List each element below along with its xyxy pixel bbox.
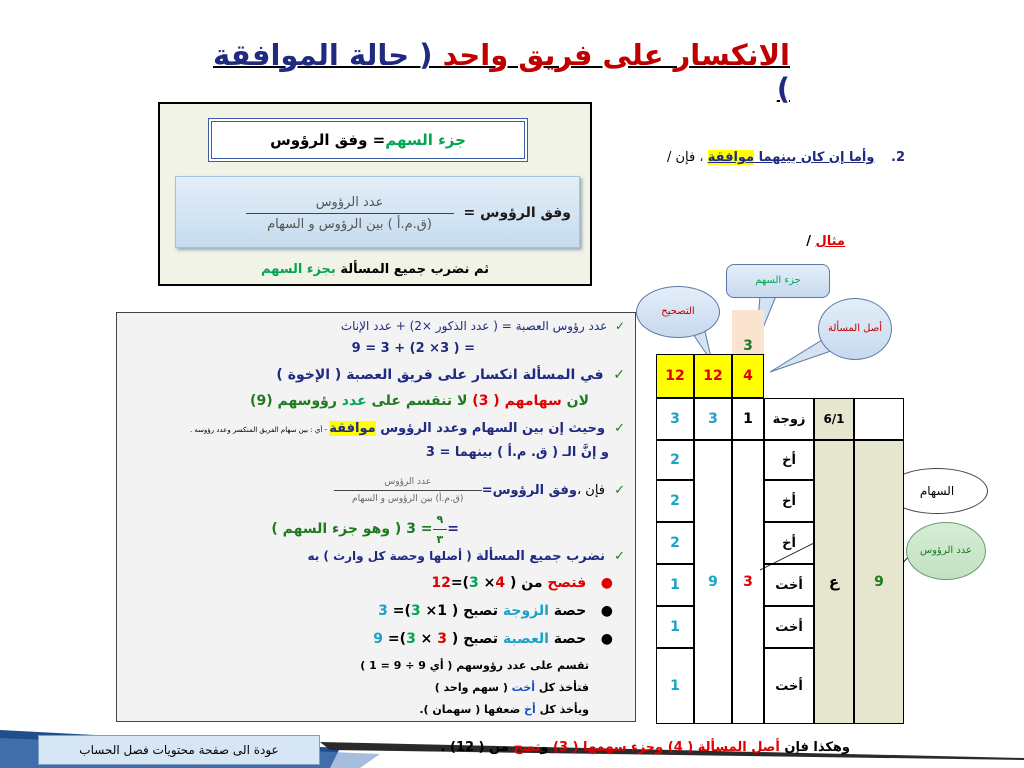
- cell-correction-1: 12: [656, 354, 694, 398]
- cell-wife-fraction: 6/1: [814, 398, 854, 440]
- cell-sister-1-share: 1: [656, 564, 694, 606]
- step-asaba: [115, 631, 635, 647]
- step-reason: [115, 393, 635, 409]
- back-to-contents-link[interactable]: عودة الى صفحة محتويات فصل الحساب: [38, 735, 320, 765]
- step-multiply-b: ( أصلها وحصة كل وارث ) به: [307, 549, 476, 563]
- step-agreement-a: وحيث إن بين السهام وعدد الرؤوس: [375, 421, 606, 436]
- cell-correction-2: 12: [694, 354, 732, 398]
- formula-heads-agreement: = وفق الرؤوس: [270, 131, 386, 149]
- step-wife-b: الزوجة: [502, 603, 549, 619]
- example-word: مثال: [815, 234, 845, 249]
- summary-f: تصح: [513, 740, 541, 755]
- check-icon: ✓: [613, 367, 625, 383]
- explanation-box: [116, 312, 636, 722]
- cell-share-part: 3: [732, 310, 764, 354]
- step-agreement-c: - أي : بين سهام الفريق المنكسر وعدد رؤوسه .: [189, 426, 330, 434]
- step-heads-formula-a: فإن ،: [576, 482, 606, 498]
- example-slash: /: [806, 234, 816, 249]
- cell-heir-sister-2: أخت: [764, 606, 814, 648]
- cell-brother-2-share: 2: [656, 480, 694, 522]
- cell-origin: 4: [732, 354, 764, 398]
- step-brother-c: ضعفها ( سهمان ).: [419, 703, 525, 716]
- step-asaba-b: العصبة: [502, 631, 549, 647]
- cell-heir-brother-1: أخ: [764, 440, 814, 480]
- check-icon: ✓: [614, 421, 625, 436]
- intro-comma: ،: [699, 150, 708, 165]
- step-breaking: [115, 367, 635, 383]
- cell-heir-brother-3: أخ: [764, 522, 814, 564]
- cell-brother-1-share: 2: [656, 440, 694, 480]
- step-heads-fraction: [334, 477, 482, 504]
- step-correction-e: 3: [468, 575, 479, 591]
- intro-agreement: موافقة: [707, 150, 755, 165]
- step-asaba-g: )=: [383, 631, 407, 647]
- rule-note-text: ثم نضرب جميع المسألة: [335, 262, 490, 277]
- check-icon: ✓: [614, 319, 625, 333]
- step-asaba-f: 3: [406, 631, 416, 647]
- cell-sister-3-share: 1: [656, 648, 694, 724]
- cell-sister-2-share: 1: [656, 606, 694, 648]
- step-share-fraction: [433, 513, 448, 546]
- step-reason-f: رؤوسهم (9): [250, 393, 342, 409]
- step-correction-f: )=: [450, 575, 469, 591]
- summary-c: ( 4): [663, 740, 698, 755]
- summary-d: وجزء سهمها ( 3): [548, 740, 664, 755]
- callout-heads: عدد الرؤوس: [906, 522, 986, 580]
- step-breaking-text: في المسألة انكسار على فريق العصبة ( الإخوة ): [276, 367, 604, 383]
- step-sister-a: فتأخذ كل: [535, 681, 589, 694]
- heads-formula-lhs: وفق الرؤوس =: [463, 205, 571, 221]
- step-wife-c: تصبح ( 1×: [420, 603, 503, 619]
- step-sister-b: أخت: [511, 681, 536, 694]
- step-asaba-e: ×: [415, 631, 438, 647]
- step-correction: [115, 575, 635, 591]
- step-share-fraction-num: ٩: [433, 513, 448, 530]
- check-icon: ✓: [614, 549, 625, 564]
- step-divide: [115, 659, 635, 672]
- step-wife: [115, 603, 635, 619]
- step-share-part-a: =: [447, 521, 459, 537]
- cell-brother-3-share: 2: [656, 522, 694, 564]
- step-reason-c: ( 3): [467, 393, 505, 409]
- step-wife-e: )=: [387, 603, 411, 619]
- step-brother-a: ويأخذ كل: [535, 703, 589, 716]
- pointer-shares: [760, 500, 900, 570]
- callout-share-part: جزء السهم: [726, 264, 830, 298]
- cell-wife-heir: زوجة: [764, 398, 814, 440]
- bullet-icon: ●: [600, 575, 613, 591]
- step-share-part: [115, 511, 635, 547]
- step-agreement: [115, 421, 635, 436]
- step-brother: [115, 703, 635, 716]
- title-main: الانكسار على فريق واحد: [442, 38, 790, 72]
- step-correction-c: 4: [495, 575, 506, 591]
- pointer-heads: [880, 555, 910, 588]
- callout-correction: التصحيح: [636, 286, 720, 338]
- step-asaba-c: تصبح (: [447, 631, 503, 647]
- step-reason-e: عدد: [341, 393, 367, 409]
- title-sub: ( حالة الموافقة ): [213, 38, 790, 106]
- summary-g: من ( 12) .: [440, 740, 514, 755]
- step-share-part-b: = 3 ( وهو جزء السهم ): [271, 521, 433, 537]
- cell-heir-brother-2: أخ: [764, 480, 814, 522]
- step-reason-b: سهامهم: [504, 393, 562, 409]
- step-correction-d: ×: [478, 575, 496, 591]
- step-heads-formula: [115, 467, 635, 513]
- callout-origin: أصل المسألة: [818, 298, 892, 360]
- cell-asaba-share: 3: [732, 440, 764, 724]
- summary-e: و: [540, 740, 549, 755]
- step-divide-text: تقسم على عدد رؤوسهم ( أي 9 ÷ 9 = 1 ): [360, 659, 589, 672]
- step-wife-d: 3: [410, 603, 421, 619]
- step-multiply-a: نضرب جميع المسألة: [475, 549, 606, 564]
- step-heads-fraction-den: (ق.م.أ) بين الرؤوس و السهام: [352, 493, 464, 504]
- bullet-icon: ●: [600, 603, 613, 619]
- intro-text: وأما إن كان بينهما: [754, 150, 875, 165]
- step-asaba-h: 9: [373, 631, 384, 647]
- step-multiply: [115, 549, 635, 564]
- cell-heir-sister-3: أخت: [764, 648, 814, 724]
- cell-wife-corrected: 3: [656, 398, 694, 440]
- heads-fraction-numerator: عدد الرؤوس: [246, 195, 454, 214]
- step-heads-count-text: عدد رؤوس العصبة = ( عدد الذكور ×2) + عدد الإناث: [340, 319, 608, 333]
- rule-note-share: بجزء السهم: [260, 262, 336, 277]
- summary-b: أصل المسألة: [697, 740, 780, 755]
- callout-shares: السهام: [886, 468, 988, 514]
- step-share-fraction-den: ٣: [436, 532, 444, 546]
- pointer-share-part: [756, 296, 776, 345]
- step-wife-a: حصة: [548, 603, 587, 619]
- formula-share-part: جزء السهم: [385, 131, 466, 149]
- step-heads-formula-c: =: [481, 482, 493, 498]
- step-heads-count: [115, 319, 635, 333]
- cell-heads-count: 9: [854, 440, 904, 724]
- step-correction-g: 12: [431, 575, 451, 591]
- step-correction-a: فتصح: [547, 575, 587, 591]
- cell-asaba-label: ع: [814, 440, 854, 724]
- summary-line: [380, 740, 850, 755]
- step-reason-a: لان: [561, 393, 589, 409]
- intro-then: فإن /: [667, 150, 700, 165]
- heads-fraction-denominator: (ق.م.أ ) بين الرؤوس و السهام: [267, 216, 432, 232]
- step-sister-c: ( سهم واحد ): [434, 681, 512, 694]
- step-reason-d: لا تنقسم على: [366, 393, 468, 409]
- step-brother-b: أخ: [524, 703, 536, 716]
- step-heads-fraction-num: عدد الرؤوس: [334, 477, 482, 491]
- step-gcd-text: و إنَّ الـ ( ق. م.أ ) بينهما = 3: [425, 445, 609, 460]
- step-heads-calc-text: = ( 3× 2) + 3 = 9: [351, 341, 475, 356]
- check-icon: ✓: [614, 482, 625, 498]
- cell-asaba-corrected: 9: [694, 440, 732, 724]
- step-heads-formula-b: وفق الرؤوس: [492, 482, 577, 498]
- intro-number: 2.: [891, 150, 905, 165]
- step-sister: [115, 681, 635, 694]
- step-asaba-d: 3: [437, 631, 448, 647]
- cell-wife-share: 1: [732, 398, 764, 440]
- step-asaba-a: حصة: [548, 631, 587, 647]
- step-correction-b: من (: [505, 575, 548, 591]
- step-agreement-b: موافقة: [329, 421, 376, 436]
- cell-heir-sister-1: أخت: [764, 564, 814, 606]
- bullet-icon: ●: [600, 631, 613, 647]
- step-wife-f: 3: [378, 603, 388, 619]
- step-heads-calc: [115, 341, 635, 356]
- step-gcd: [115, 445, 635, 460]
- summary-a: وهكذا فإن: [779, 740, 850, 755]
- cell-wife-corrected-2: 3: [694, 398, 732, 440]
